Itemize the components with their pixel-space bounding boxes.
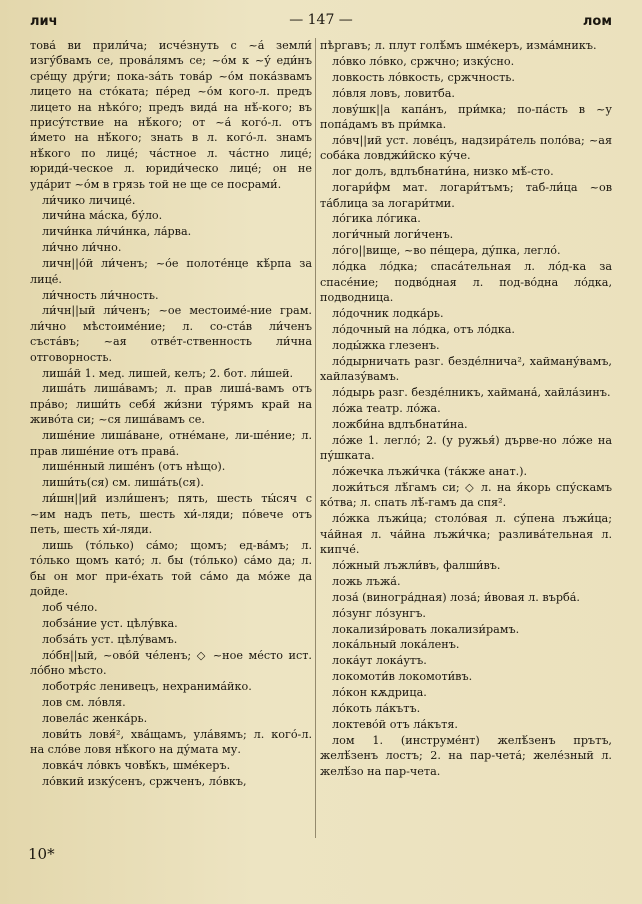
- dictionary-entry: логари́фм мат. логари́тъмъ; таб-ли́ца ~ов та́блица за логари́тми.: [320, 181, 612, 210]
- dictionary-entry: лиша́й 1. мед. лишей, келъ; 2. бот. ли́шей.: [42, 366, 294, 380]
- dictionary-entry: ло́вля ловъ, ловитба.: [332, 86, 455, 100]
- dictionary-entry: лов см. ло́вля.: [42, 696, 126, 710]
- dictionary-entry: личи́нка ли́чи́нка, ла́рва.: [42, 225, 192, 239]
- signature-mark: 10*: [28, 845, 55, 863]
- dictionary-entry: личн||о́й ли́ченъ; ~о́е полоте́нце кѣ́рпа за лице́.: [30, 257, 312, 286]
- dictionary-entry: пѣргавъ; л. плут голѣ́мъ шме́керъ, изма́мникъ.: [320, 39, 597, 52]
- dictionary-entry: лоб че́ло.: [42, 601, 98, 615]
- dictionary-entry: лиша́ть лиша́вамъ; л. прав лиша́-вамъ отъ пра́во; лиши́ть себя́ жи́зни ту́рямъ край на живо́та си; ~ся лиша́вамъ се.: [30, 382, 312, 427]
- dictionary-entry: ло́жка лъжи́ца; столо́вая л. су́пена лъжи́ца; ча́йная л. ча́йна лъжи́чка; разлива́тельная л. кипче́.: [320, 512, 612, 556]
- dictionary-entry: ло́вкий изку́сенъ, сржченъ, ло́вкъ,: [42, 775, 247, 789]
- dictionary-entry: ли́чико личице́.: [42, 193, 136, 207]
- dictionary-entry: ло́же 1. легло́; 2. (у ружья́) дърве-но ло́же на пу́шката.: [320, 433, 612, 463]
- dictionary-entry: ложби́на вдлъбнати́на.: [332, 417, 468, 431]
- dictionary-entry: ли́чность ли́чность.: [42, 288, 159, 302]
- dictionary-entry: ло́дырничать разг. безде́лнича², хайману́вамъ, хайлазу́вамъ.: [320, 354, 612, 384]
- column-divider: [315, 38, 316, 838]
- dictionary-entry: лову́шк||а капа́нъ, при́мка; по-па́сть в ~у попа́дамъ въ при́мка.: [320, 102, 612, 132]
- dictionary-entry: ло́вко ло́вко, сржчно; изку́сно.: [332, 54, 515, 68]
- dictionary-entry: ловела́с женка́рь.: [42, 711, 148, 725]
- dictionary-entry: ло́вч||ий уст. лове́цъ, надзира́тель поло́ва; ~ая соба́ка ловджи́йско ку́че.: [320, 133, 612, 163]
- dictionary-entry: лише́ние лиша́ване, отне́мане, ли-ше́ние; л. прав лише́ние отъ права́.: [30, 429, 312, 458]
- dictionary-entry: лови́ть ловя́², хва́щамъ, ула́вямъ; л. кого́-л. на сло́ве ловя нѣ́кого на ду́мата му.: [30, 727, 312, 757]
- dictionary-entry: ло́гика ло́гика.: [332, 212, 421, 226]
- dictionary-entry: локтево́й отъ ла́кътя.: [332, 717, 458, 731]
- dictionary-entry: ло́жечка лъжи́чка (та́кже анат.).: [332, 464, 528, 478]
- dictionary-entry: ловкость ло́вкость, сржчность.: [332, 70, 515, 84]
- dictionary-entry: ли́чн||ый ли́ченъ; ~ое местоиме́-ние грам. ли́чно мѣстоиме́ние; л. со-ста́в ли́ченъ съста́въ; ~ая отве́т-ственность ли́чна отговорность.: [30, 304, 312, 364]
- dictionary-entry: ложь лъжа́.: [332, 574, 401, 588]
- dictionary-entry: ловка́ч ло́вкъ човѣ́къ, шме́керъ.: [42, 759, 231, 773]
- dictionary-entry: лобза́ние уст. цѣлу́вка.: [42, 617, 178, 631]
- dictionary-entry: лока́льный лока́ленъ.: [332, 638, 460, 652]
- dictionary-entry: лишь (то́лько) са́мо; щомъ; ед-ва́мъ; л. то́лько щомъ като́; л. бы (то́лько) са́мо да; л. бы он мог при-е́хать той са́мо да мо́же да дойде.: [30, 539, 312, 599]
- dictionary-entry: ло́зунг ло́зунгъ.: [332, 606, 426, 620]
- dictionary-entry: ло́жный лъжли́въ, фалши́въ.: [332, 558, 501, 572]
- running-head: [22, 10, 620, 32]
- dictionary-entry: ло́дка ло́дка; спаса́тельная л. ло́д-ка за спасе́ние; подво́дная л. под-во́дна ло́дка, подводница.: [320, 260, 612, 304]
- header-left-word: лич: [30, 14, 58, 29]
- dictionary-entry: локализи́ровать локализи́рамъ.: [332, 622, 520, 636]
- dictionary-entry: ло́бн||ый, ~ово́й че́ленъ; ◇ ~ное ме́сто ист. ло́бно мѣсто.: [30, 648, 312, 678]
- dictionary-entry: лом 1. (инструме́нт) желѣ́зенъ прътъ, желѣ́зенъ лостъ; 2. на пар-чета́; желе́зный л. желѣ́зо на пар-чета.: [320, 733, 612, 778]
- dictionary-entry: ло́го||вище, ~во пе́щера, ду́пка, легло́.: [332, 244, 561, 258]
- dictionary-entry: ло́дырь разг. безде́лникъ, хаймана́, хайла́зинъ.: [332, 385, 611, 399]
- dictionary-entry: ложи́ться лѣ́гамъ си; ◇ л. на я́корь спу́скамъ ко́тва; л. спать лѣ́-гамъ да спя².: [320, 480, 612, 510]
- dictionary-entry: локомоти́в локомоти́въ.: [332, 670, 473, 684]
- header-right-word: лом: [582, 14, 612, 29]
- dictionary-entry: ли́чно ли́чно.: [42, 241, 122, 255]
- dictionary-entry: ло́дочный на ло́дка, отъ ло́дка.: [332, 322, 515, 336]
- dictionary-entry: ло́коть ла́кътъ.: [332, 702, 421, 716]
- page-number: — 147 —: [289, 12, 353, 28]
- dictionary-entry: ло́жа театр. ло́жа.: [332, 401, 441, 415]
- dictionary-entry: ло́дочник лодка́рь.: [332, 306, 444, 320]
- dictionary-entry: ли́шн||ий изли́шенъ; пять, шесть ты́сяч с ~им надъ петь, шесть хи́-ляди; по́вече отъ петь, шесть хи́-ляди.: [30, 492, 312, 537]
- left-column: [30, 38, 312, 790]
- dictionary-entry: лока́ут лока́утъ.: [332, 654, 427, 668]
- dictionary-entry: лоза́ (виногра́дная) лоза́; и́вовая л. върба́.: [332, 590, 580, 604]
- dictionary-entry: лиши́ть(ся) см. лиша́ть(ся).: [42, 476, 204, 490]
- dictionary-entry: лобза́ть уст. цѣлу́вамъ.: [42, 632, 178, 646]
- dictionary-entry: ло́кон кѫдрица.: [332, 686, 427, 700]
- dictionary-entry: лоды́жка глезенъ.: [332, 338, 440, 352]
- dictionary-entry: лоботря́с ленивецъ, нехранима́йко.: [42, 680, 252, 694]
- dictionary-entry: лог долъ, вдлъбнати́на, низко мѣ́-сто.: [332, 165, 554, 179]
- right-column: [320, 38, 612, 780]
- dictionary-entry: личи́на ма́ска, бу́ло.: [42, 209, 163, 223]
- dictionary-entry: лише́нный лише́нъ (отъ нѣщо).: [42, 460, 226, 474]
- dictionary-entry: логи́чный логи́ченъ.: [332, 228, 454, 242]
- dictionary-entry: това́ ви прили́ча; исче́знуть с ~а́ земли́ изгу́бвамъ се, прова́лямъ се; ~о́м к ~у́ еди́нъ сре́щу дру́ги; пока-за́ть това́р ~о́м пока́звамъ лицето на сто́ката; пе́ред ~о́м кого-л. предъ лицето на нѣко́го; предъ вида́ на нѣ́-кого; въ прису́тствие на нѣ́кого; от ~а́ кого́-л. отъ и́мето на нѣ́кого; знать в л. кого́-л. знамъ нѣ́кого по лице́; ча́стное л. ча́стно лице́; юриди́-ческое л. юриди́ческо лице́; он не уда́рит ~о́м в грязь той не ще се посрами́.: [30, 39, 312, 191]
